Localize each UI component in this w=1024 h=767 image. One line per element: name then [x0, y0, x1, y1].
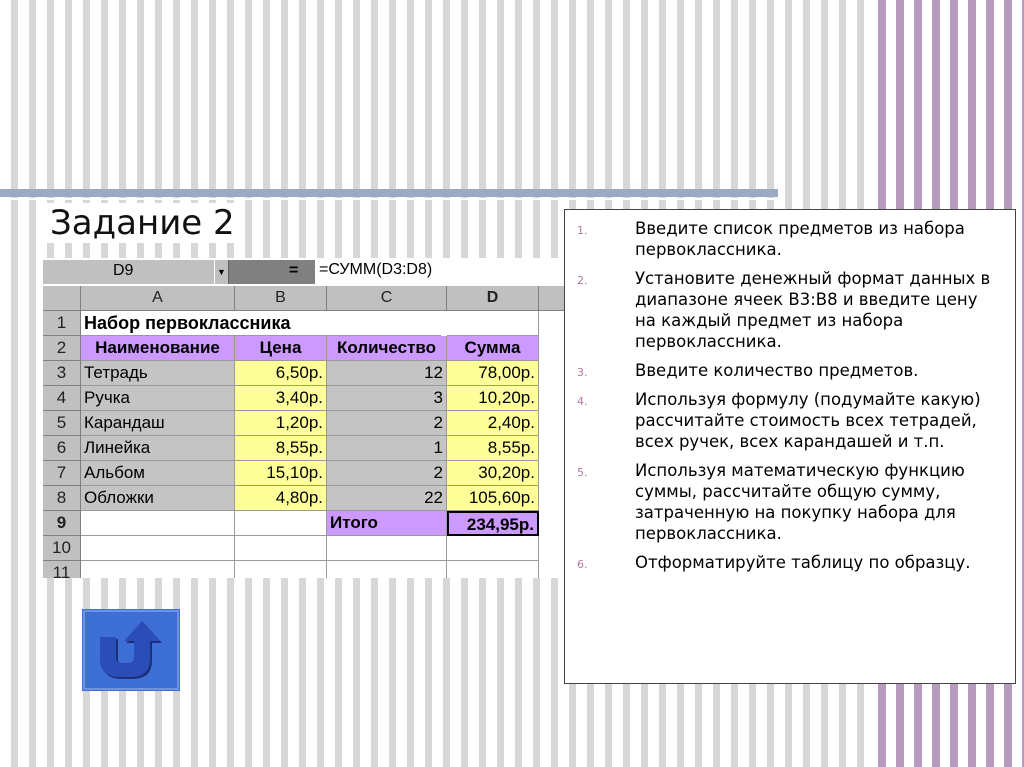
task-item	[565, 460, 1001, 544]
name-box-value: D9	[113, 262, 134, 279]
empty-cell[interactable]	[81, 561, 235, 578]
cell-a9[interactable]	[81, 511, 235, 536]
task-item	[565, 268, 1001, 352]
sum-cell[interactable]: 30,20р.	[447, 461, 539, 486]
task-text: Установите денежный формат данных в диапазоне ячеек В3:В8 и введите цену на каждый предмет из набора первоклассника.	[635, 269, 991, 351]
empty-cell[interactable]	[447, 536, 539, 561]
sum-cell[interactable]: 78,00р.	[447, 361, 539, 386]
header-cell[interactable]: Наименование	[81, 336, 235, 361]
name-box-dropdown-icon[interactable]: ▼	[214, 260, 229, 284]
empty-cell[interactable]	[447, 561, 539, 578]
formula-input[interactable]: =СУММ(D3:D8)	[319, 261, 433, 278]
row-header-10[interactable]: 10	[43, 536, 81, 561]
row-header-7[interactable]: 7	[43, 461, 81, 486]
empty-cell[interactable]	[235, 561, 327, 578]
row-header-5[interactable]: 5	[43, 411, 81, 436]
header-cell[interactable]: Количество	[327, 336, 447, 361]
task-list	[565, 210, 1015, 573]
price-cell[interactable]: 6,50р.	[235, 361, 327, 386]
quantity-cell[interactable]: 22	[327, 486, 447, 511]
cell-d1[interactable]	[447, 311, 539, 336]
header-cell[interactable]: Сумма	[447, 336, 539, 361]
return-arrow-icon	[82, 609, 180, 691]
cell-b9[interactable]	[235, 511, 327, 536]
title-rule	[0, 189, 778, 197]
name-box[interactable]	[43, 260, 214, 284]
quantity-cell[interactable]: 2	[327, 461, 447, 486]
price-cell[interactable]: 15,10р.	[235, 461, 327, 486]
item-name-cell[interactable]: Тетрадь	[81, 361, 235, 386]
column-header-c[interactable]: C	[327, 286, 447, 311]
item-name-cell[interactable]: Ручка	[81, 386, 235, 411]
spreadsheet	[43, 258, 566, 578]
empty-cell[interactable]	[81, 536, 235, 561]
task-item	[565, 552, 1001, 573]
column-header-b[interactable]: B	[235, 286, 327, 311]
row-header-4[interactable]: 4	[43, 386, 81, 411]
slide-title: Задание 2	[44, 203, 241, 243]
header-cell[interactable]: Цена	[235, 336, 327, 361]
task-item	[565, 389, 1001, 452]
task-text: Введите количество предметов.	[635, 361, 919, 380]
row-header-9[interactable]: 9	[43, 511, 81, 536]
column-header-a[interactable]: A	[81, 286, 235, 311]
column-header-d[interactable]: D	[447, 286, 539, 311]
task-text: Отформатируйте таблицу по образцу.	[635, 553, 971, 572]
price-cell[interactable]: 1,20р.	[235, 411, 327, 436]
row-header-11[interactable]: 11	[43, 561, 81, 578]
table-title-cell[interactable]: Набор первоклассника	[81, 311, 441, 336]
total-label-cell[interactable]: Итого	[327, 511, 447, 536]
empty-cell[interactable]	[327, 561, 447, 578]
edit-formula-button[interactable]	[229, 260, 315, 284]
price-cell[interactable]: 8,55р.	[235, 436, 327, 461]
total-value-cell[interactable]: 234,95р.	[447, 511, 539, 536]
column-header-e[interactable]	[539, 286, 566, 311]
price-cell[interactable]: 3,40р.	[235, 386, 327, 411]
task-list-box	[564, 209, 1016, 684]
task-text: Используя математическую функцию суммы, рассчитайте общую сумму, затраченную на покупку набора для первоклассника.	[635, 461, 965, 543]
task-text: Введите список предметов из набора первоклассника.	[635, 219, 965, 259]
quantity-cell[interactable]: 3	[327, 386, 447, 411]
task-text: Используя формулу (подумайте какую) рассчитайте стоимость всех тетрадей, всех ручек, всех карандашей и т.п.	[635, 390, 981, 451]
quantity-cell[interactable]: 1	[327, 436, 447, 461]
title-rule-highlight	[0, 198, 778, 200]
equals-label: =	[289, 262, 299, 279]
task-number: 2.	[577, 274, 588, 287]
item-name-cell[interactable]: Линейка	[81, 436, 235, 461]
item-name-cell[interactable]: Обложки	[81, 486, 235, 511]
sum-cell[interactable]: 10,20р.	[447, 386, 539, 411]
task-number: 1.	[577, 224, 588, 237]
task-number: 6.	[577, 558, 588, 571]
formula-bar	[43, 258, 566, 286]
price-cell[interactable]: 4,80р.	[235, 486, 327, 511]
quantity-cell[interactable]: 2	[327, 411, 447, 436]
task-number: 5.	[577, 466, 588, 479]
task-number: 4.	[577, 395, 588, 408]
row-header-6[interactable]: 6	[43, 436, 81, 461]
sum-cell[interactable]: 105,60р.	[447, 486, 539, 511]
sum-cell[interactable]: 8,55р.	[447, 436, 539, 461]
quantity-cell[interactable]: 12	[327, 361, 447, 386]
row-header-8[interactable]: 8	[43, 486, 81, 511]
select-all-corner[interactable]	[43, 286, 81, 311]
back-button[interactable]	[82, 609, 180, 691]
task-item	[565, 360, 1001, 381]
empty-cell[interactable]	[235, 536, 327, 561]
row-header-1[interactable]: 1	[43, 311, 81, 336]
item-name-cell[interactable]: Альбом	[81, 461, 235, 486]
row-header-2[interactable]: 2	[43, 336, 81, 361]
row-header-3[interactable]: 3	[43, 361, 81, 386]
sum-cell[interactable]: 2,40р.	[447, 411, 539, 436]
task-number: 3.	[577, 366, 588, 379]
item-name-cell[interactable]: Карандаш	[81, 411, 235, 436]
empty-cell[interactable]	[327, 536, 447, 561]
task-item	[565, 218, 1001, 260]
